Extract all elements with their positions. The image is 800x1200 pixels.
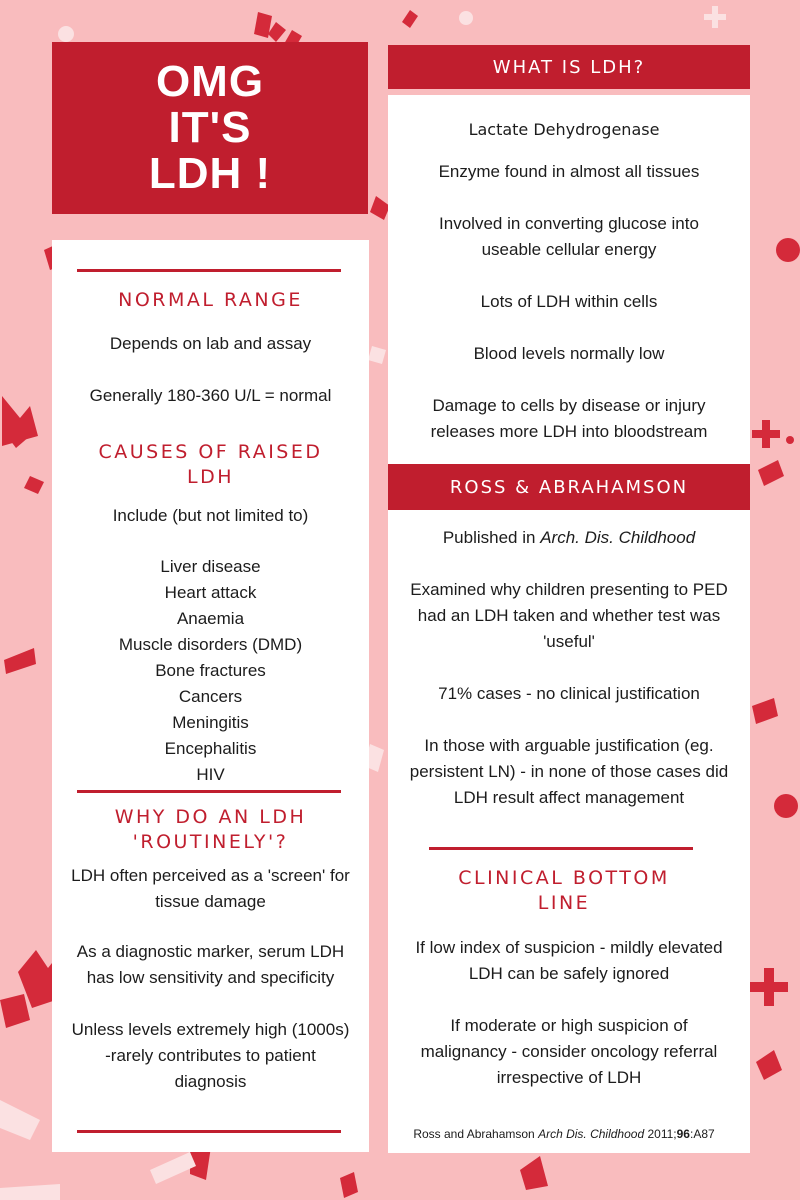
routine-line: -rarely contributes to patient [105,1046,316,1065]
routine-line: Unless levels extremely high (1000s) [71,1020,350,1039]
bottom-line-heading-line-2: LINE [537,892,591,914]
title-line-1: OMG [155,57,265,106]
what-is-item: Lots of LDH within cells [480,292,658,311]
routine-line: has low sensitivity and specificity [86,968,335,987]
bottom-line-line: malignancy - consider oncology referral [420,1042,718,1061]
causes-list-item: Anaemia [176,609,245,628]
confetti-shape [0,994,30,1028]
what-is-item: Blood levels normally low [473,344,665,363]
poster-title [52,42,368,214]
normal-range-text-2: Generally 180-360 U/L = normal [89,386,332,405]
ross-published [388,525,750,551]
causes-list-item: Heart attack [164,583,257,602]
ross-line: In those with arguable justification (eg. [424,736,714,755]
ross-journal: Arch. Dis. Childhood [540,528,696,547]
confetti-shape [0,1100,40,1140]
causes-heading-line-2: LDH [186,466,234,488]
citation [388,1126,750,1142]
ross-line: persistent LN) - in none of those cases did [409,762,729,781]
routine-line: tissue damage [155,892,266,911]
right-card [388,95,750,1153]
confetti-shape [268,22,286,42]
ross-line: Examined why children presenting to PED [410,580,728,599]
title-line-2: IT'S [168,103,252,152]
routine-line: LDH often perceived as a 'screen' for [71,866,350,885]
confetti-shape [704,6,726,28]
routine-line: As a diagnostic marker, serum LDH [76,942,345,961]
causes-list-item: Muscle disorders (DMD) [118,635,303,654]
bottom-line-paragraph-2 [388,1013,750,1091]
ross-line: 71% cases - no clinical justification [438,684,700,703]
bottom-line-line: LDH can be safely ignored [468,964,670,983]
causes-list-item: Meningitis [172,713,249,732]
bottom-line-heading-line-1: CLINICAL BOTTOM [458,867,670,889]
ross-abrahamson-heading: ROSS & ABRAHAMSON [388,464,750,510]
causes-heading-line-1: CAUSES OF RAISED [98,441,323,463]
confetti-shape [340,1172,358,1198]
what-is-line: Involved in converting glucose into [439,214,699,233]
ross-paragraph-1 [388,577,750,655]
routine-paragraph-1 [52,863,369,915]
confetti-cross [750,968,788,1006]
what-is-item: Enzyme found in almost all tissues [438,162,700,181]
what-is-line: useable cellular energy [481,240,657,259]
confetti-dot [774,794,798,818]
causes-list-item: Cancers [178,687,243,706]
confetti-shape [150,1152,196,1184]
confetti-shape [758,460,784,486]
ross-line: LDH result affect management [453,788,685,807]
normal-range-heading: NORMAL RANGE [118,289,303,311]
confetti-shape [520,1156,548,1190]
bottom-line-line: If low index of suspicion - mildly elevated [415,938,723,957]
bottom-line-heading [388,866,750,916]
divider-rule [77,1130,341,1133]
causes-list-item: Liver disease [160,557,261,576]
normal-range-text-1: Depends on lab and assay [109,334,312,353]
causes-list-item: Bone fractures [155,661,266,680]
confetti-shape [752,698,778,724]
ross-line: had an LDH taken and whether test was [417,606,721,625]
citation-volume: 96 [676,1127,690,1141]
what-is-item [388,211,750,263]
routine-heading-line-1: WHY DO AN LDH [114,806,307,828]
confetti-dot [459,11,473,25]
causes-intro: Include (but not limited to) [112,506,309,525]
divider-rule [429,847,693,850]
confetti-shape [0,1184,60,1200]
divider-rule [77,790,341,793]
confetti-shape [24,476,44,494]
causes-list [52,554,369,788]
citation-pages: :A87 [689,1127,715,1141]
divider-rule [77,269,341,272]
bottom-line-line: If moderate or high suspicion of [450,1016,688,1035]
routine-heading-line-2: 'ROUTINELY'? [132,831,289,853]
confetti-cross [752,420,780,448]
confetti-shape [756,1050,782,1080]
confetti-shape [402,10,418,28]
what-is-line: Damage to cells by disease or injury [432,396,706,415]
citation-authors: Ross and Abrahamson [413,1127,535,1141]
title-line-3: LDH ! [148,149,272,198]
ross-line: 'useful' [543,632,595,651]
causes-heading [52,440,369,490]
what-is-item [388,393,750,445]
citation-journal: Arch Dis. Childhood [538,1127,645,1141]
bottom-line-paragraph-1 [388,935,750,987]
routine-heading [52,805,369,855]
causes-list-item: Encephalitis [164,739,257,758]
citation-year: 2011; [647,1127,677,1141]
bottom-line-line: irrespective of LDH [496,1068,642,1087]
routine-paragraph-3 [52,1017,369,1095]
confetti-dot [776,238,800,262]
ross-published-prefix: Published in [442,528,536,547]
causes-list-item: HIV [196,765,225,784]
left-card [52,240,369,1152]
confetti-shape [4,648,36,674]
confetti-dot [58,26,74,42]
ross-paragraph-2 [388,733,750,811]
routine-line: diagnosis [174,1072,247,1091]
confetti-shape [368,346,386,364]
what-is-line: releases more LDH into bloodstream [430,422,708,441]
confetti-shape [370,196,390,220]
ldh-full-name: Lactate Dehydrogenase [468,120,660,139]
confetti-dot [786,436,794,444]
what-is-ldh-heading: WHAT IS LDH? [388,45,750,89]
routine-paragraph-2 [52,939,369,991]
